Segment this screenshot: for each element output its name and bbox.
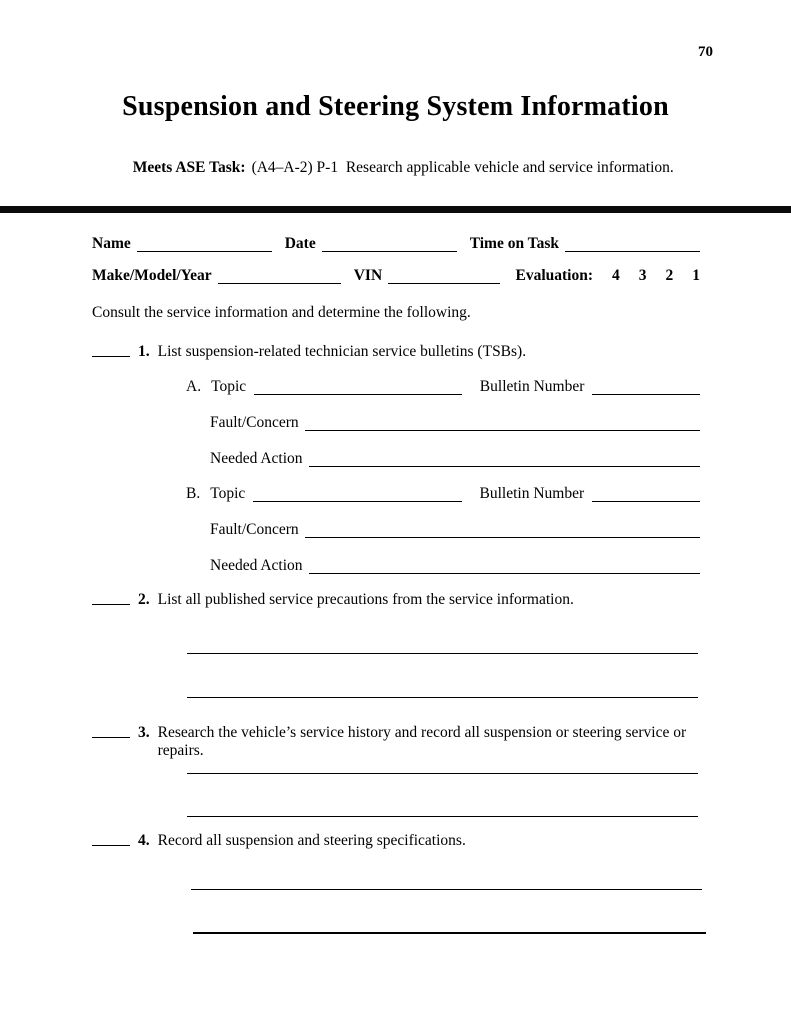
grade-blank-line-2 xyxy=(92,591,130,605)
tsb-b-action-field-line xyxy=(309,559,700,574)
time-on-task-label: Time on Task xyxy=(469,234,560,252)
vehicle-row xyxy=(92,267,700,284)
task-item-1 xyxy=(92,343,700,361)
tsb-a-topic-label: Topic xyxy=(211,377,247,395)
item-4-text: Record all suspension and steering specifications. xyxy=(157,831,466,849)
tsb-b-topic-field-line xyxy=(253,487,461,502)
task-item-3 xyxy=(92,724,700,760)
tsb-a-fault-field-line xyxy=(305,416,700,431)
ase-task-text: (A4–A-2) P-1 Research applicable vehicle and service information. xyxy=(251,158,674,176)
tsb-b-letter: B. xyxy=(186,484,201,502)
tsb-a-action-label: Needed Action xyxy=(210,449,303,467)
item-2-number: 2. xyxy=(138,590,150,608)
tsb-a-fault-label: Fault/Concern xyxy=(210,413,299,431)
tsb-a-topic-row xyxy=(92,378,700,395)
tsb-b-action-row xyxy=(92,557,700,574)
time-on-task-field-line xyxy=(565,237,700,252)
item-1-text: List suspension-related technician service bulletins (TSBs). xyxy=(157,342,527,360)
tsb-b-topic-row xyxy=(92,485,700,502)
tsb-a-topic-field-line xyxy=(254,380,462,395)
item-4-answer-line-2 xyxy=(193,932,706,934)
vin-label: VIN xyxy=(353,266,383,284)
name-field-line xyxy=(137,237,272,252)
tsb-b-fault-row xyxy=(92,521,700,538)
tsb-b-bulletin-label: Bulletin Number xyxy=(479,484,585,502)
tsb-a-bulletin-field-line xyxy=(592,380,700,395)
divider-bar xyxy=(0,206,791,213)
tsb-a-bulletin-label: Bulletin Number xyxy=(479,377,585,395)
task-item-2 xyxy=(92,591,700,609)
tsb-b-fault-field-line xyxy=(305,523,700,538)
ase-task-line xyxy=(0,141,791,195)
tsb-b-fault-label: Fault/Concern xyxy=(210,520,299,538)
item-4-answer-line-1 xyxy=(191,889,702,890)
task-item-4 xyxy=(92,832,700,850)
grade-blank-line-3 xyxy=(92,724,130,738)
grade-blank-line-1 xyxy=(92,343,130,357)
evaluation-score-3: 3 xyxy=(638,266,647,284)
evaluation-score-4: 4 xyxy=(612,266,620,284)
vin-field-line xyxy=(388,269,500,284)
tsb-b-action-label: Needed Action xyxy=(210,556,303,574)
page-number: 70 xyxy=(698,44,713,60)
item-2-text: List all published service precautions from the service information. xyxy=(157,590,574,608)
make-model-year-field-line xyxy=(218,269,341,284)
date-label: Date xyxy=(284,234,316,252)
page-title: Suspension and Steering System Information xyxy=(122,91,669,122)
intro-text: Consult the service information and determine the following. xyxy=(92,303,471,321)
tsb-a-fault-row xyxy=(92,414,700,431)
evaluation-score-2: 2 xyxy=(665,266,674,284)
evaluation-score-1: 1 xyxy=(692,266,700,284)
tsb-a-letter: A. xyxy=(186,377,202,395)
item-3-text: Research the vehicle’s service history and record all suspension or steering service or repairs. xyxy=(157,723,687,759)
tsb-b-topic-label: Topic xyxy=(210,484,246,502)
name-label: Name xyxy=(92,234,131,252)
item-3-answer-line-1 xyxy=(187,773,698,774)
item-3-answer-line-2 xyxy=(187,816,698,817)
make-model-year-label: Make/Model/Year xyxy=(92,266,212,284)
item-1-number: 1. xyxy=(138,342,150,360)
form-content xyxy=(0,235,791,934)
tsb-a-action-row xyxy=(92,450,700,467)
grade-blank-line-4 xyxy=(92,832,130,846)
tsb-a-action-field-line xyxy=(309,452,700,467)
ase-task-label: Meets ASE Task: xyxy=(132,158,246,176)
item-4-number: 4. xyxy=(138,831,150,849)
tsb-b-bulletin-field-line xyxy=(592,487,700,502)
name-date-row xyxy=(92,235,700,252)
evaluation-label: Evaluation: xyxy=(515,266,593,284)
item-3-number: 3. xyxy=(138,723,150,741)
item-2-answer-line-2 xyxy=(187,697,698,698)
date-field-line xyxy=(322,237,457,252)
item-2-answer-line-1 xyxy=(187,653,698,654)
